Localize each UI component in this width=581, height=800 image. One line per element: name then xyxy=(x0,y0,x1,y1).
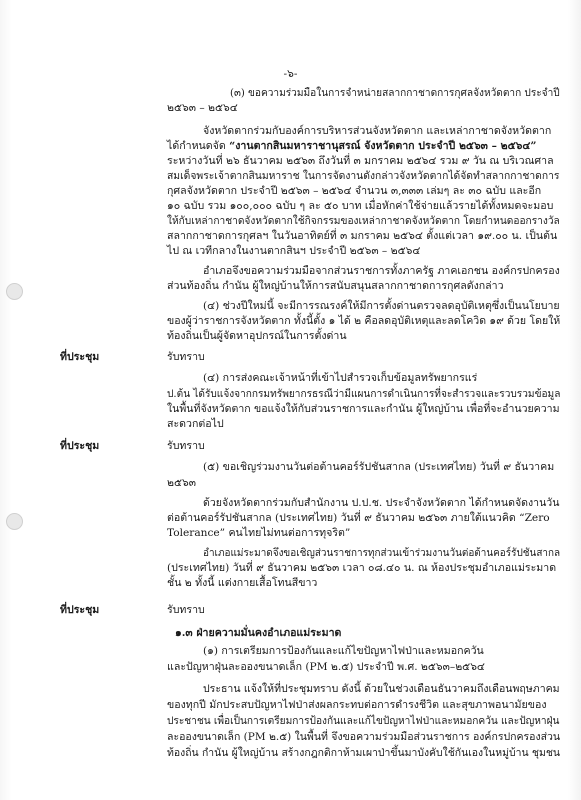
paragraph-line: สมเด็จพระเจ้าตากสินมหาราช ในการจัดงานดังกล่าวจังหวัดตากได้จัดทำสลากกาชาดการ xyxy=(167,170,560,182)
item3-heading: (๓) ขอความร่วมมือในการจำหน่ายสลากกาชาดการกุศลจังหวัดตาก ประจำปี xyxy=(230,87,560,99)
paragraph-line: กุศลจังหวัดตาก ประจำปี ๒๕๖๓ – ๒๕๖๔ จำนวน ๓,๓๓๓ เล่มๆ ละ ๓๐ ฉบับ และอีก xyxy=(167,185,542,197)
meeting-label: ที่ประชุม xyxy=(60,604,100,616)
paragraph-line: ด้วยจังหวัดตากร่วมกับสำนักงาน ป.ป.ช. ประจำจังหวัดตาก ได้กำหนดจัดงานวัน xyxy=(203,497,560,509)
paragraph-line xyxy=(167,140,536,153)
paragraph-line: ประชาชน เพื่อเป็นการเตรียมการป้องกันและแก้ไขปัญหาไฟป่าและหมอกควัน และปัญหาฝุ่น xyxy=(167,715,560,727)
paragraph-line: จังหวัดตากร่วมกับองค์การบริหารส่วนจังหวัดตาก และเหล่ากาชาดจังหวัดตาก xyxy=(203,125,552,137)
paragraph-line: Tolerance” คนไทยไม่ทนต่อการทุจริต” xyxy=(167,527,351,539)
paragraph-line: สะดวกต่อไป xyxy=(167,418,224,430)
paragraph-line: ของทุกปี มักประสบปัญหาไฟป่าส่งผลกระทบต่อการดำรงชีวิต และสุขภาพอนามัยของ xyxy=(167,699,547,711)
paragraph-line: ชั้น ๒ ทั้งนี้ แต่งกายเสื้อโทนสีขาว xyxy=(167,577,318,589)
paragraph-text: ได้กำหนดจัด xyxy=(167,140,230,152)
paragraph-line: (๔) การส่งคณะเจ้าหน้าที่เข้าไปสำรวจเก็บข้อมูลทรัพยากรแร่ xyxy=(203,372,478,384)
paragraph-line: ท้องถิ่น กำนัน ผู้ใหญ่บ้าน สร้างกฎกติกาห้ามเผาป่าขึ้นมาบังคับใช้กันเองในหมู่บ้าน ชุมชน xyxy=(167,747,561,759)
paragraph-line: ของผู้ว่าราชการจังหวัดตาก ทั้งนี้ตั้ง ๑ ได้ ๒ คือลดอุบัติเหตุและลดโควิด ๑๙ ด้วย โดยให้ xyxy=(167,315,561,327)
paragraph-line: ต่อต้านคอร์รัปชันสากล (ประเทศไทย) วันที่ ๙ ธันวาคม ๒๕๖๓ ภายใต้แนวคิด “Zero xyxy=(167,512,550,524)
paragraph-line: (ประเทศไทย) วันที่ ๙ ธันวาคม ๒๕๖๓ เวลา ๐๘.๔๐ น. ณ ห้องประชุมอำเภอแม่ระมาด xyxy=(167,562,557,574)
acknowledged-text: รับทราบ xyxy=(167,604,205,616)
paragraph-line: และปัญหาฝุ่นละอองขนาดเล็ก (PM ๒.๕) ประจำปี พ.ศ. ๒๕๖๓–๒๕๖๔ xyxy=(167,661,485,673)
paragraph-line: ส่วนท้องถิ่น กำนัน ผู้ใหญ่บ้านให้การสนับสนุนสลากกาชาดการกุศลดังกล่าว xyxy=(167,280,504,292)
paragraph-line: ในพื้นที่จังหวัดตาก ขอแจ้งให้กับส่วนราชการและกำนัน ผู้ใหญ่บ้าน เพื่อที่จะอำนวยความ xyxy=(167,403,560,415)
page-number: -๖- xyxy=(283,68,298,80)
paragraph-line: (๑) การเตรียมการป้องกันและแก้ไขปัญหาไฟป่าและหมอกควัน xyxy=(203,645,484,657)
item3-heading-cont: ๒๕๖๓ – ๒๕๖๔ xyxy=(167,102,238,114)
paragraph-line: ป.ต้น ได้รับแจ้งจากกรมทรัพยากรธรณีว่ามีแผนการดำเนินการที่จะสำรวจและรวบรวมข้อมูล xyxy=(167,388,561,400)
paragraph-line: ให้กับเหล่ากาชาดจังหวัดตากใช้กิจกรรมของเหล่ากาชาดจังหวัดตาก โดยกำหนดออกรางวัล xyxy=(167,215,560,227)
paragraph-line: (๕) ขอเชิญร่วมงานวันต่อต้านคอร์รัปชันสากล (ประเทศไทย) วันที่ ๙ ธันวาคม xyxy=(203,461,555,473)
acknowledged-text: รับทราบ xyxy=(167,351,205,363)
paragraph-line: ๑๐ ฉบับ รวม ๑๐๐,๐๐๐ ฉบับ ๆ ละ ๕๐ บาท เมื่อหักค่าใช้จ่ายแล้วรายได้ทั้งหมดจะมอบ xyxy=(167,200,554,212)
paragraph-line: ท้องถิ่นเป็นผู้จัดหาอุปกรณ์ในการตั้งด่าน xyxy=(167,330,347,342)
paragraph-line: อำเภอแม่ระมาดจึงขอเชิญส่วนราชการทุกส่วนเข้าร่วมงานวันต่อต้านคอร์รัปชันสากล xyxy=(203,547,561,559)
paragraph-line: (๔) ช่วงปีใหม่นี้ จะมีการรณรงค์ให้มีการตั้งด่านตรวจลดอุบัติเหตุซึ่งเป็นนโยบาย xyxy=(203,300,560,312)
section-heading: ๑.๓ ฝ่ายความมั่นคงอำเภอแม่ระมาด xyxy=(175,627,342,639)
paragraph-line: สลากกาชาดการกุศลฯ ในวันอาทิตย์ที่ ๓ มกราคม ๒๕๖๔ ตั้งแต่เวลา ๑๙.๐๐ น. เป็นต้น xyxy=(167,230,558,242)
paragraph-line: ประธาน แจ้งให้ที่ประชุมทราบ ดังนี้ ด้วยในช่วงเดือนธันวาคมถึงเดือนพฤษภาคม xyxy=(203,683,560,695)
paragraph-line: ๒๕๖๓ xyxy=(167,477,196,489)
paragraph-line: อำเภอจึงขอความร่วมมือจากส่วนราชการทั้งภาครัฐ ภาคเอกชน องค์กรปกครอง xyxy=(203,265,560,277)
meeting-label: ที่ประชุม xyxy=(60,351,100,363)
paragraph-line: ไป ณ เวทีกลางในงานตากสินฯ ประจำปี ๒๕๖๓ – ๒๕๖๔ xyxy=(167,245,421,257)
meeting-label: ที่ประชุม xyxy=(60,440,100,452)
acknowledged-text: รับทราบ xyxy=(167,440,205,452)
paragraph-line: ระหว่างวันที่ ๒๖ ธันวาคม ๒๕๖๓ ถึงวันที่ ๓ มกราคม ๒๕๖๔ รวม ๙ วัน ณ บริเวณศาล xyxy=(167,155,554,167)
event-title: “งานตากสินมหาราชานุสรณ์ จังหวัดตาก ประจำปี ๒๕๖๓ – ๒๕๖๔” xyxy=(229,140,537,152)
paragraph-line: ละอองขนาดเล็ก (PM ๒.๕) ในพื้นที่ จึงขอความร่วมมือส่วนราชการ องค์กรปกครองส่วน xyxy=(167,731,561,743)
